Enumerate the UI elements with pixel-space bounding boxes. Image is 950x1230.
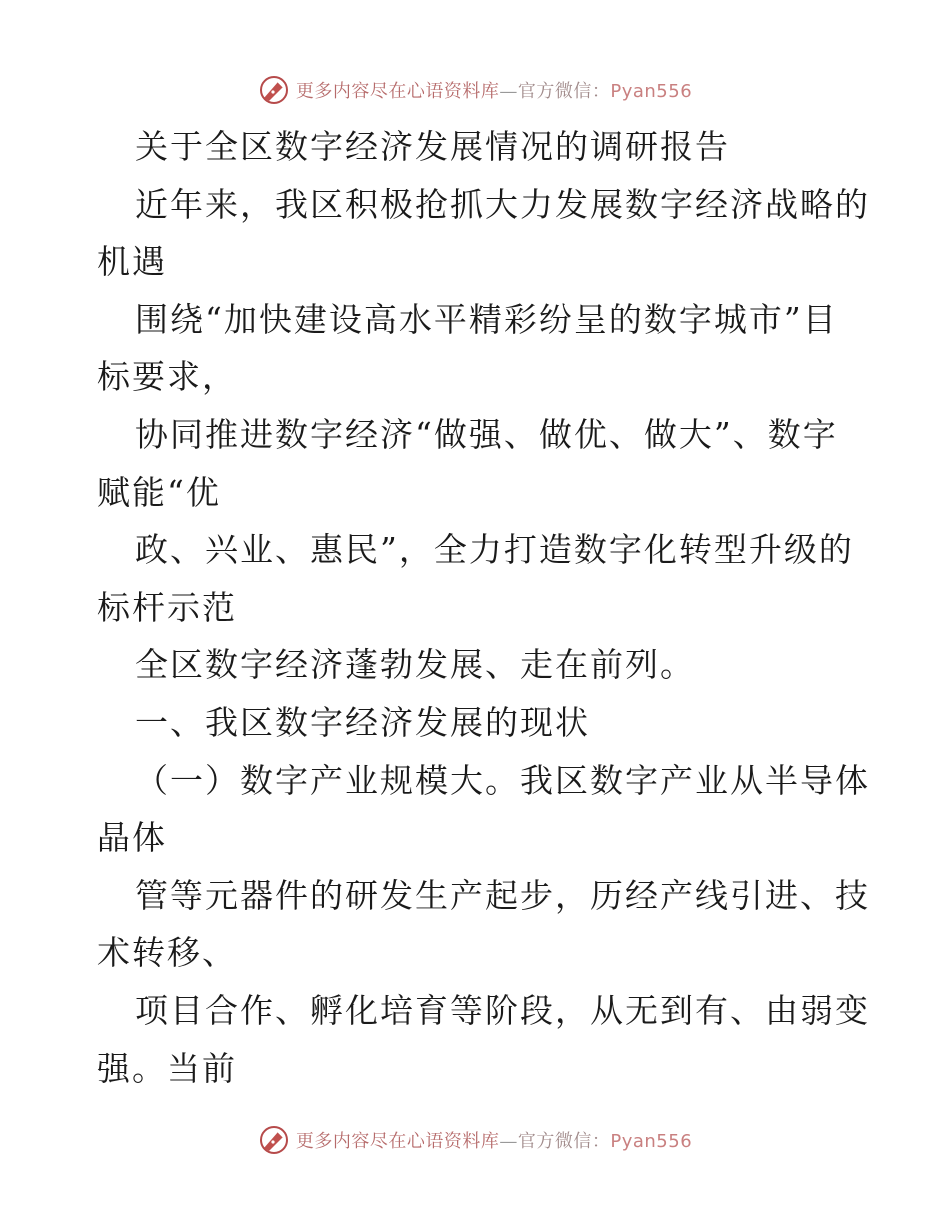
document-line: 标要求， [97, 357, 237, 397]
document-line: 关于全区数字经济发展情况的调研报告 [135, 127, 730, 166]
watermark-account: Pyan556 [610, 81, 693, 102]
watermark-dash: — [499, 1131, 518, 1152]
watermark-wechat-label: 官方微信： [517, 81, 611, 102]
watermark-text [296, 1127, 692, 1153]
document-line: 项目合作、孵化培育等阶段，从无到有、由弱变 [135, 990, 870, 1030]
document-line: 围绕“加快建设高水平精彩纷呈的数字城市”目 [135, 299, 838, 339]
footer-watermark [0, 1120, 950, 1160]
document-line: 赋能“优 [97, 472, 221, 512]
document-line: 管等元器件的研发生产起步，历经产线引进、技 [135, 875, 870, 915]
document-line: 近年来，我区积极抢抓大力发展数字经济战略的 [135, 184, 870, 224]
watermark-title: 更多内容尽在心语资料库 [295, 1131, 500, 1152]
document-body [97, 118, 870, 1097]
watermark-text [296, 77, 692, 103]
watermark-title: 更多内容尽在心语资料库 [295, 81, 500, 102]
document-line: 全区数字经济蓬勃发展、走在前列。 [135, 645, 695, 685]
document-line: 晶体 [97, 818, 167, 858]
pen-nib-logo-icon [258, 74, 290, 106]
header-watermark [0, 70, 950, 110]
watermark-account: Pyan556 [610, 1131, 693, 1152]
section-heading: 一、我区数字经济发展的现状 [135, 702, 590, 742]
document-line: 协同推进数字经济“做强、做优、做大”、数字 [135, 414, 838, 454]
document-line: 政、兴业、惠民”，全力打造数字化转型升级的 [135, 530, 854, 570]
watermark-dash: — [499, 81, 518, 102]
subsection-heading: （一）数字产业规模大。我区数字产业从半导体 [135, 760, 870, 800]
pen-nib-logo-icon [258, 1124, 290, 1156]
watermark-wechat-label: 官方微信： [517, 1131, 611, 1152]
document-line: 标杆示范 [97, 587, 237, 627]
document-line: 术转移、 [97, 933, 237, 973]
document-line: 机遇 [97, 242, 167, 282]
document-line: 强。当前 [97, 1048, 237, 1088]
